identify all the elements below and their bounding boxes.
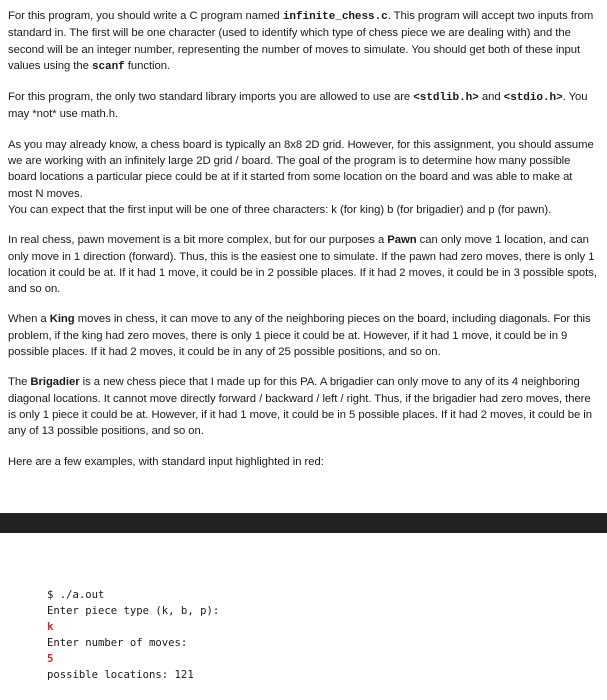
terminal-input-piece: k: [47, 621, 54, 634]
paragraph-brigadier: The Brigadier is a new chess piece that I made up for this PA. A brigadier can only move to any of its 4 neighboring diagonal locations. It cannot move directly forward / backward / left / right. Thus, if the brigadier had zero moves, there is only 1 piece it could be at. However, if it had 1 move, it could be in 5 possible places. If it had 2 moves, it could be in any of 13 possible positions, and so on.: [8, 376, 592, 438]
terminal-input-moves: 5: [47, 653, 54, 666]
filename-code: infinite_chess.c: [282, 11, 388, 23]
paragraph-king: When a King moves in chess, it can move to any of the neighboring pieces on the board, including diagonals. For this problem, if the king had zero moves, there is only 1 piece it could be at. However, if it had 1 move, it could be in 9 possible places. If it had 2 moves, it could be in any of 25 possible positions, and so on.: [8, 313, 591, 359]
brigadier-term: Brigadier: [30, 376, 80, 389]
terminal-prompt-piece: Enter piece type (k, b, p):: [47, 605, 220, 618]
terminal-prompt-moves: Enter number of moves:: [47, 637, 188, 650]
paragraph-examples: Here are a few examples, with standard input highlighted in red:: [8, 455, 324, 468]
paragraph-imports: For this program, the only two standard library imports you are allowed to use are <stdlib.h> and <stdio.h>. You may *not* use math.h.: [8, 91, 588, 121]
pawn-term: Pawn: [387, 234, 417, 247]
terminal-example: [47, 587, 219, 684]
paragraph-intro: For this program, you should write a C program named infinite_chess.c. This program will accept two inputs from standard in. The first will be one character (used to identify which type of chess piece we are dealing with) and the second will be an integer number, representing the number of moves to simulate. You should get both of these input values using the scanf function.: [8, 10, 594, 73]
stdio-code: <stdio.h>: [503, 92, 563, 105]
terminal-result: possible locations: 121: [47, 669, 194, 682]
king-term: King: [49, 313, 75, 326]
scanf-code: scanf: [91, 60, 125, 73]
terminal-command: $ ./a.out: [47, 589, 105, 601]
paragraph-board: As you may already know, a chess board is typically an 8x8 2D grid. However, for this assignment, you should assume we are working with an infinitely large 2D grid / board. The goal of the program is to determine how many possible board locations a particular piece could be at if it started from some location on the board and was able to make at most N moves. You can expect that the first input will be one of three characters: k (for king) b (for brigadier) and p (for pawn).: [8, 138, 594, 216]
paragraph-pawn: In real chess, pawn movement is a bit more complex, but for our purposes a Pawn can only move 1 location, and can only move in 1 direction (forward). Thus, this is the easiest one to simulate. If the pawn had zero moves, there is only 1 location it could be at. If it had 1 move, it could be in 2 possible places. If it had 2 moves, it could be in 3 possible spots, and so on.: [8, 234, 597, 296]
section-divider: [0, 513, 607, 533]
assignment-document: [8, 8, 598, 484]
stdlib-code: <stdlib.h>: [413, 92, 479, 105]
